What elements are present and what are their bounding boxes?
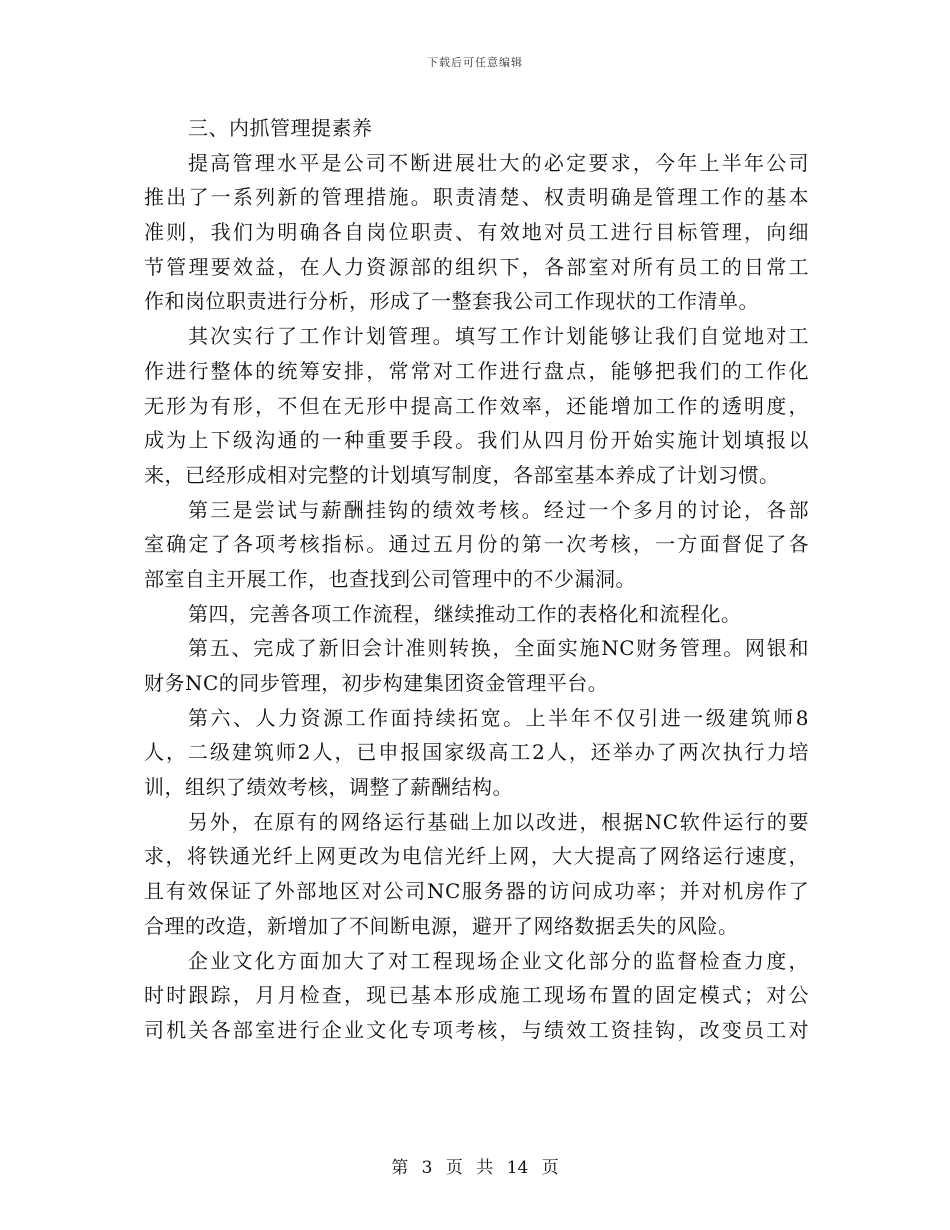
text-line: 部室自主开展工作，也查找到公司管理中的不少漏洞。 (144, 566, 636, 591)
text-line: 成为上下级沟通的一种重要手段。我们从四月份开始实施计划填报以 (144, 428, 809, 453)
text-line: 三、内抓管理提素养 (188, 116, 373, 140)
text-line: 第五、完成了新旧会计准则转换，全面实施NC财务管理。网银和 (188, 636, 809, 661)
text-line: 作进行整体的统筹安排，常常对工作进行盘点，能够把我们的工作化 (144, 358, 809, 383)
text-line: 提高管理水平是公司不断进展壮大的必定要求，今年上半年公司 (188, 150, 809, 175)
text-line: 作和岗位职责进行分析，形成了一整套我公司工作现状的工作清单。 (144, 289, 759, 314)
page-number: 第 3 页 共 14 页 (391, 1158, 559, 1178)
text-line: 第三是尝试与薪酬挂钩的绩效考核。经过一个多月的讨论，各部 (188, 497, 809, 522)
text-line: 来，已经形成相对完整的计划填写制度，各部室基本养成了计划习惯。 (144, 462, 780, 487)
text-line: 室确定了各项考核指标。通过五月份的第一次考核，一方面督促了各 (144, 532, 809, 557)
text-line: 司机关各部室进行企业文化专项考核，与绩效工资挂钩，改变员工对 (144, 1017, 809, 1042)
text-line: 准则，我们为明确各自岗位职责、有效地对员工进行目标管理，向细 (144, 220, 809, 245)
text-line: 推出了一系列新的管理措施。职责清楚、权责明确是管理工作的基本 (144, 185, 809, 210)
text-line: 训，组织了绩效考核，调整了薪酬结构。 (144, 775, 513, 800)
text-line: 合理的改造，新增加了不间断电源，避开了网络数据丢失的风险。 (144, 913, 739, 938)
text-line: 第四，完善各项工作流程，继续推动工作的表格化和流程化。 (188, 601, 742, 626)
text-line: 人，二级建筑师2人，已申报国家级高工2人，还举办了两次执行力培 (144, 740, 809, 765)
text-line: 财务NC的同步管理，初步构建集团资金管理平台。 (144, 671, 609, 695)
text-line: 第六、人力资源工作面持续拓宽。上半年不仅引进一级建筑师8 (188, 705, 809, 730)
text-line: 且有效保证了外部地区对公司NC服务器的访问成功率；并对机房作了 (144, 879, 809, 904)
text-line: 无形为有形，不但在无形中提高工作效率，还能增加工作的透明度， (144, 393, 809, 418)
text-line: 节管理要效益，在人力资源部的组织下，各部室对所有员工的日常工 (144, 254, 809, 279)
text-line: 时时跟踪，月月检查，现已基本形成施工现场布置的固定模式；对公 (144, 983, 809, 1008)
text-line: 求，将铁通光纤上网更改为电信光纤上网，大大提高了网络运行速度， (144, 844, 809, 869)
text-line: 另外，在原有的网络运行基础上加以改进，根据NC软件运行的要 (188, 809, 809, 834)
text-line: 企业文化方面加大了对工程现场企业文化部分的监督检查力度， (188, 948, 809, 973)
page-header: 下载后可任意编辑 (427, 56, 523, 69)
document-body (144, 111, 809, 1048)
text-line: 其次实行了工作计划管理。填写工作计划能够让我们自觉地对工 (188, 324, 809, 349)
